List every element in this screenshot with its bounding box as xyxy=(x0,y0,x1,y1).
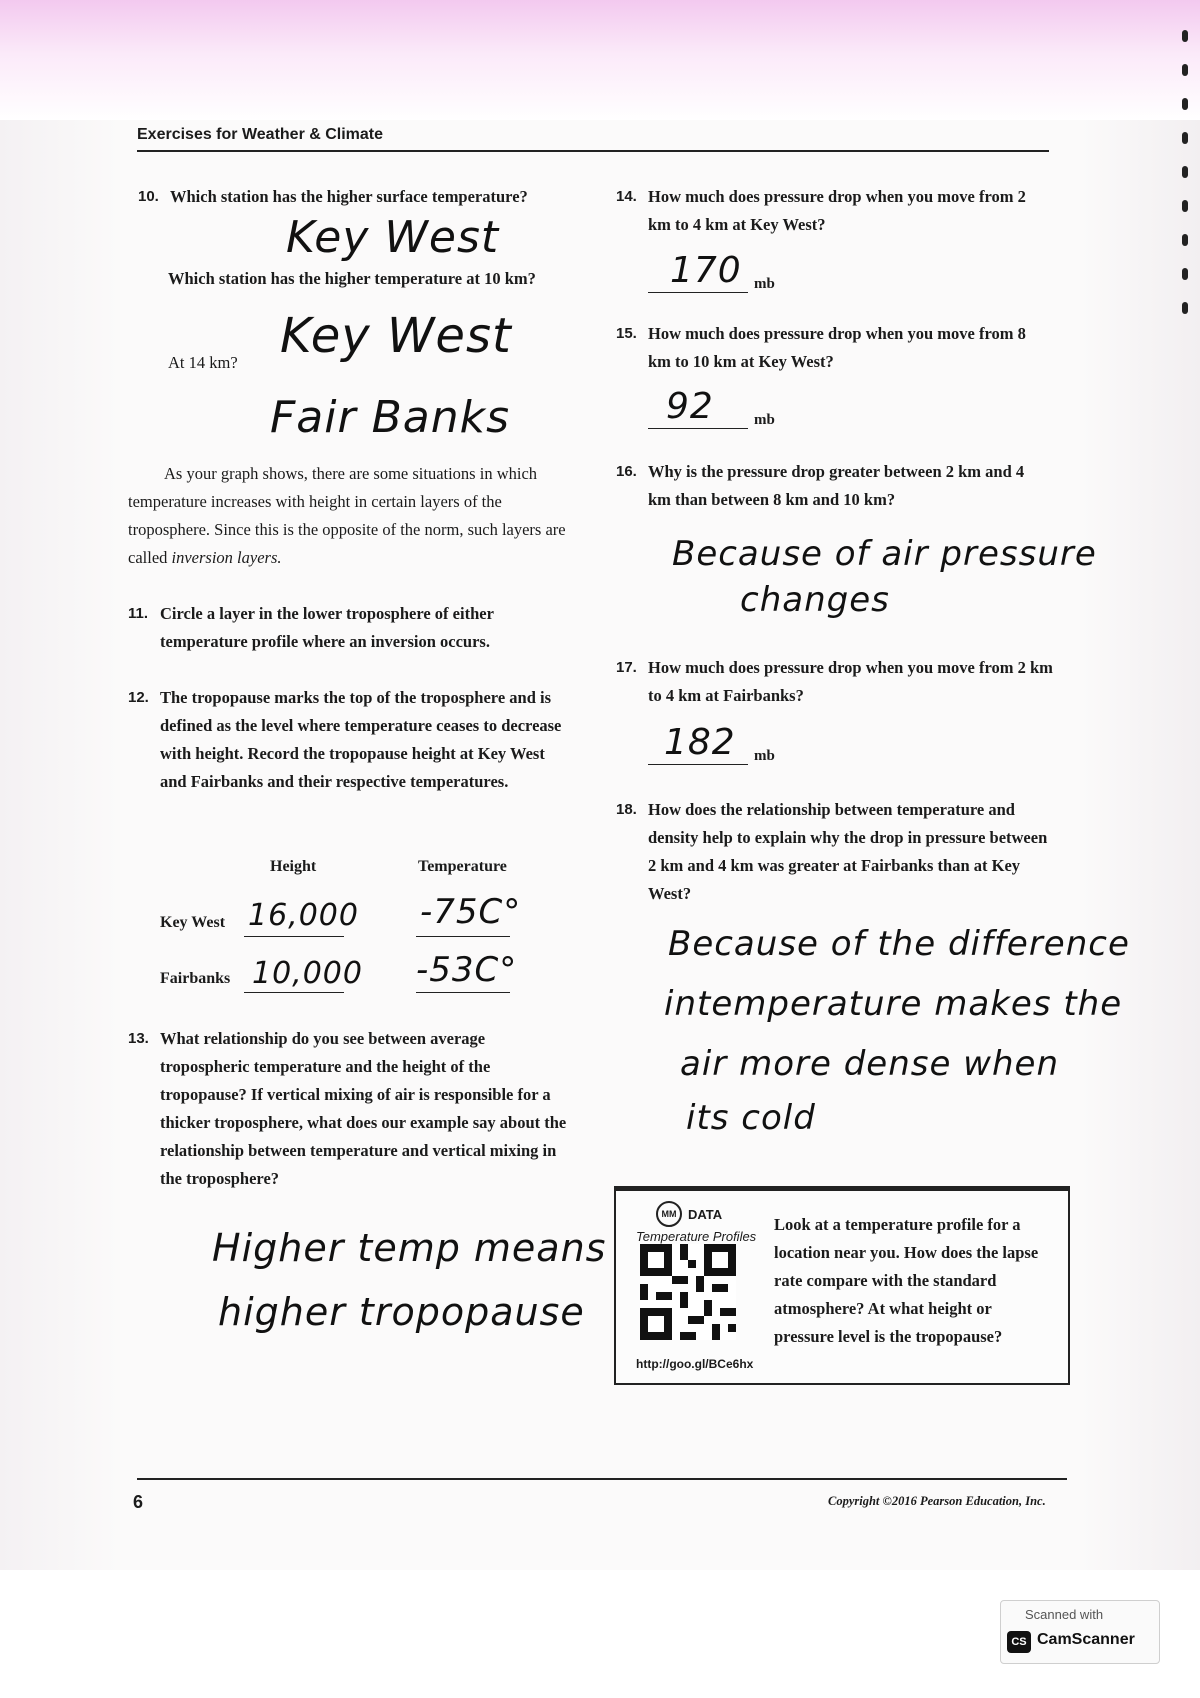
unit-label: mb xyxy=(754,412,775,428)
row-label-fairbanks: Fairbanks xyxy=(160,970,231,987)
camscanner-logo-icon: CS xyxy=(1007,1631,1031,1653)
question-17 xyxy=(616,654,1058,710)
watermark-line1: Scanned with xyxy=(1025,1607,1104,1622)
question-16 xyxy=(616,458,1048,514)
answer-line xyxy=(648,764,748,765)
page-number: 6 xyxy=(133,1492,144,1512)
handwritten-answer-15: 92 xyxy=(666,386,714,427)
question-13 xyxy=(128,1025,578,1193)
answer-line xyxy=(416,936,510,937)
question-text: What relationship do you see between average tropospheric temperature and the height of the tropopause? If vertical mixing of air is responsible for a thicker troposphere, what does our example say about the relationship between temperature and vertical mixing in the troposphere? xyxy=(160,1029,567,1188)
handwritten-answer-18-line4: its cold xyxy=(686,1098,816,1138)
handwritten-answer-16-line2: changes xyxy=(740,580,890,620)
handwritten-answer-18-line3: air more dense when xyxy=(680,1044,1060,1084)
data-badge xyxy=(656,1201,722,1227)
question-11 xyxy=(128,600,570,656)
handwritten-answer-14: 170 xyxy=(670,250,742,291)
unit-label: mb xyxy=(754,748,775,764)
watermark-line2: CamScanner xyxy=(1037,1631,1135,1648)
paragraph-text: As your graph shows, there are some situations in which temperature increases with height in certain layers of the troposphere. Since this is the opposite of the norm, such layers are called xyxy=(128,464,566,567)
qr-code-icon[interactable] xyxy=(640,1244,736,1340)
header-rule xyxy=(137,150,1049,152)
question-text: Circle a layer in the lower troposphere of either temperature profile where an inversion occurs. xyxy=(160,604,494,651)
data-link[interactable]: http://goo.gl/BCe6hx xyxy=(636,1357,754,1371)
copyright: Copyright ©2016 Pearson Education, Inc. xyxy=(828,1494,1046,1508)
handwritten-answer-18-line2: intemperature makes the xyxy=(664,984,1123,1024)
column-header-temperature: Temperature xyxy=(418,858,507,875)
handwritten-temp-key-west: -75C° xyxy=(420,892,522,932)
column-header-height: Height xyxy=(270,858,317,875)
binder-holes xyxy=(1182,30,1190,336)
question-number: 11. xyxy=(128,605,149,622)
question-number: 15. xyxy=(616,325,637,342)
footer-rule xyxy=(137,1478,1067,1480)
question-number: 18. xyxy=(616,801,637,818)
data-badge-label: DATA xyxy=(688,1206,723,1222)
question-10-sub2: At 14 km? xyxy=(168,353,238,372)
question-10 xyxy=(138,183,590,211)
question-15 xyxy=(616,320,1048,376)
question-text: How much does pressure drop when you move from 2 km to 4 km at Key West? xyxy=(648,187,1026,234)
question-text: How does the relationship between temperature and density help to explain why the drop in pressure between 2 km and 4 km was greater at Fairbanks than at Key West? xyxy=(648,800,1048,903)
handwritten-answer-10: Key West xyxy=(286,212,500,263)
question-10-sub1: Which station has the higher temperature at 10 km? xyxy=(168,269,536,288)
handwritten-answer-10-sub2: Fair Banks xyxy=(270,392,511,443)
data-box-text: Look at a temperature profile for a location near you. How does the lapse rate compare with the standard atmosphere? At what height or pressure level is the tropopause? xyxy=(774,1215,1039,1346)
question-number: 17. xyxy=(616,659,637,676)
handwritten-height-key-west: 16,000 xyxy=(248,898,359,933)
data-badge-icon: MM xyxy=(656,1201,682,1227)
question-number: 13. xyxy=(128,1030,149,1047)
handwritten-temp-fairbanks: -53C° xyxy=(416,950,518,990)
question-number: 16. xyxy=(616,463,637,480)
question-14 xyxy=(616,183,1048,239)
handwritten-answer-17: 182 xyxy=(664,722,736,763)
data-subtitle: Temperature Profiles xyxy=(636,1229,757,1244)
handwritten-answer-13-line2: higher tropopause xyxy=(218,1290,585,1334)
question-number: 10. xyxy=(138,188,159,205)
question-text: How much does pressure drop when you move from 8 km to 10 km at Key West? xyxy=(648,324,1026,371)
answer-line xyxy=(648,428,748,429)
handwritten-answer-16-line1: Because of air pressure xyxy=(672,534,1097,574)
answer-line xyxy=(416,992,510,993)
question-12 xyxy=(128,684,570,796)
answer-line xyxy=(244,992,344,993)
question-number: 14. xyxy=(616,188,637,205)
handwritten-answer-13-line1: Higher temp means xyxy=(212,1226,607,1270)
question-text: How much does pressure drop when you move from 2 km to 4 km at Fairbanks? xyxy=(648,658,1053,705)
row-label-key-west: Key West xyxy=(160,914,226,931)
question-text: Which station has the higher surface temperature? xyxy=(170,187,528,206)
inversion-paragraph xyxy=(128,460,568,572)
question-text: Why is the pressure drop greater between 2 km and 4 km than between 8 km and 10 km? xyxy=(648,462,1025,509)
scan-color-tint xyxy=(0,0,1200,120)
handwritten-answer-18-line1: Because of the difference xyxy=(668,924,1130,964)
question-18 xyxy=(616,796,1058,908)
unit-label: mb xyxy=(754,276,775,292)
answer-line xyxy=(648,292,748,293)
answer-line xyxy=(244,936,344,937)
question-text: The tropopause marks the top of the troposphere and is defined as the level where temperature ceases to decrease with height. Record the tropopause height at Key West and Fairbanks and their respective temperatures. xyxy=(160,688,562,791)
question-number: 12. xyxy=(128,689,149,706)
handwritten-answer-10-sub1: Key West xyxy=(280,308,512,364)
camscanner-watermark xyxy=(1000,1600,1160,1664)
page-header: Exercises for Weather & Climate xyxy=(137,126,384,143)
handwritten-height-fairbanks: 10,000 xyxy=(252,956,363,991)
paragraph-emphasis: inversion layers. xyxy=(171,548,282,567)
